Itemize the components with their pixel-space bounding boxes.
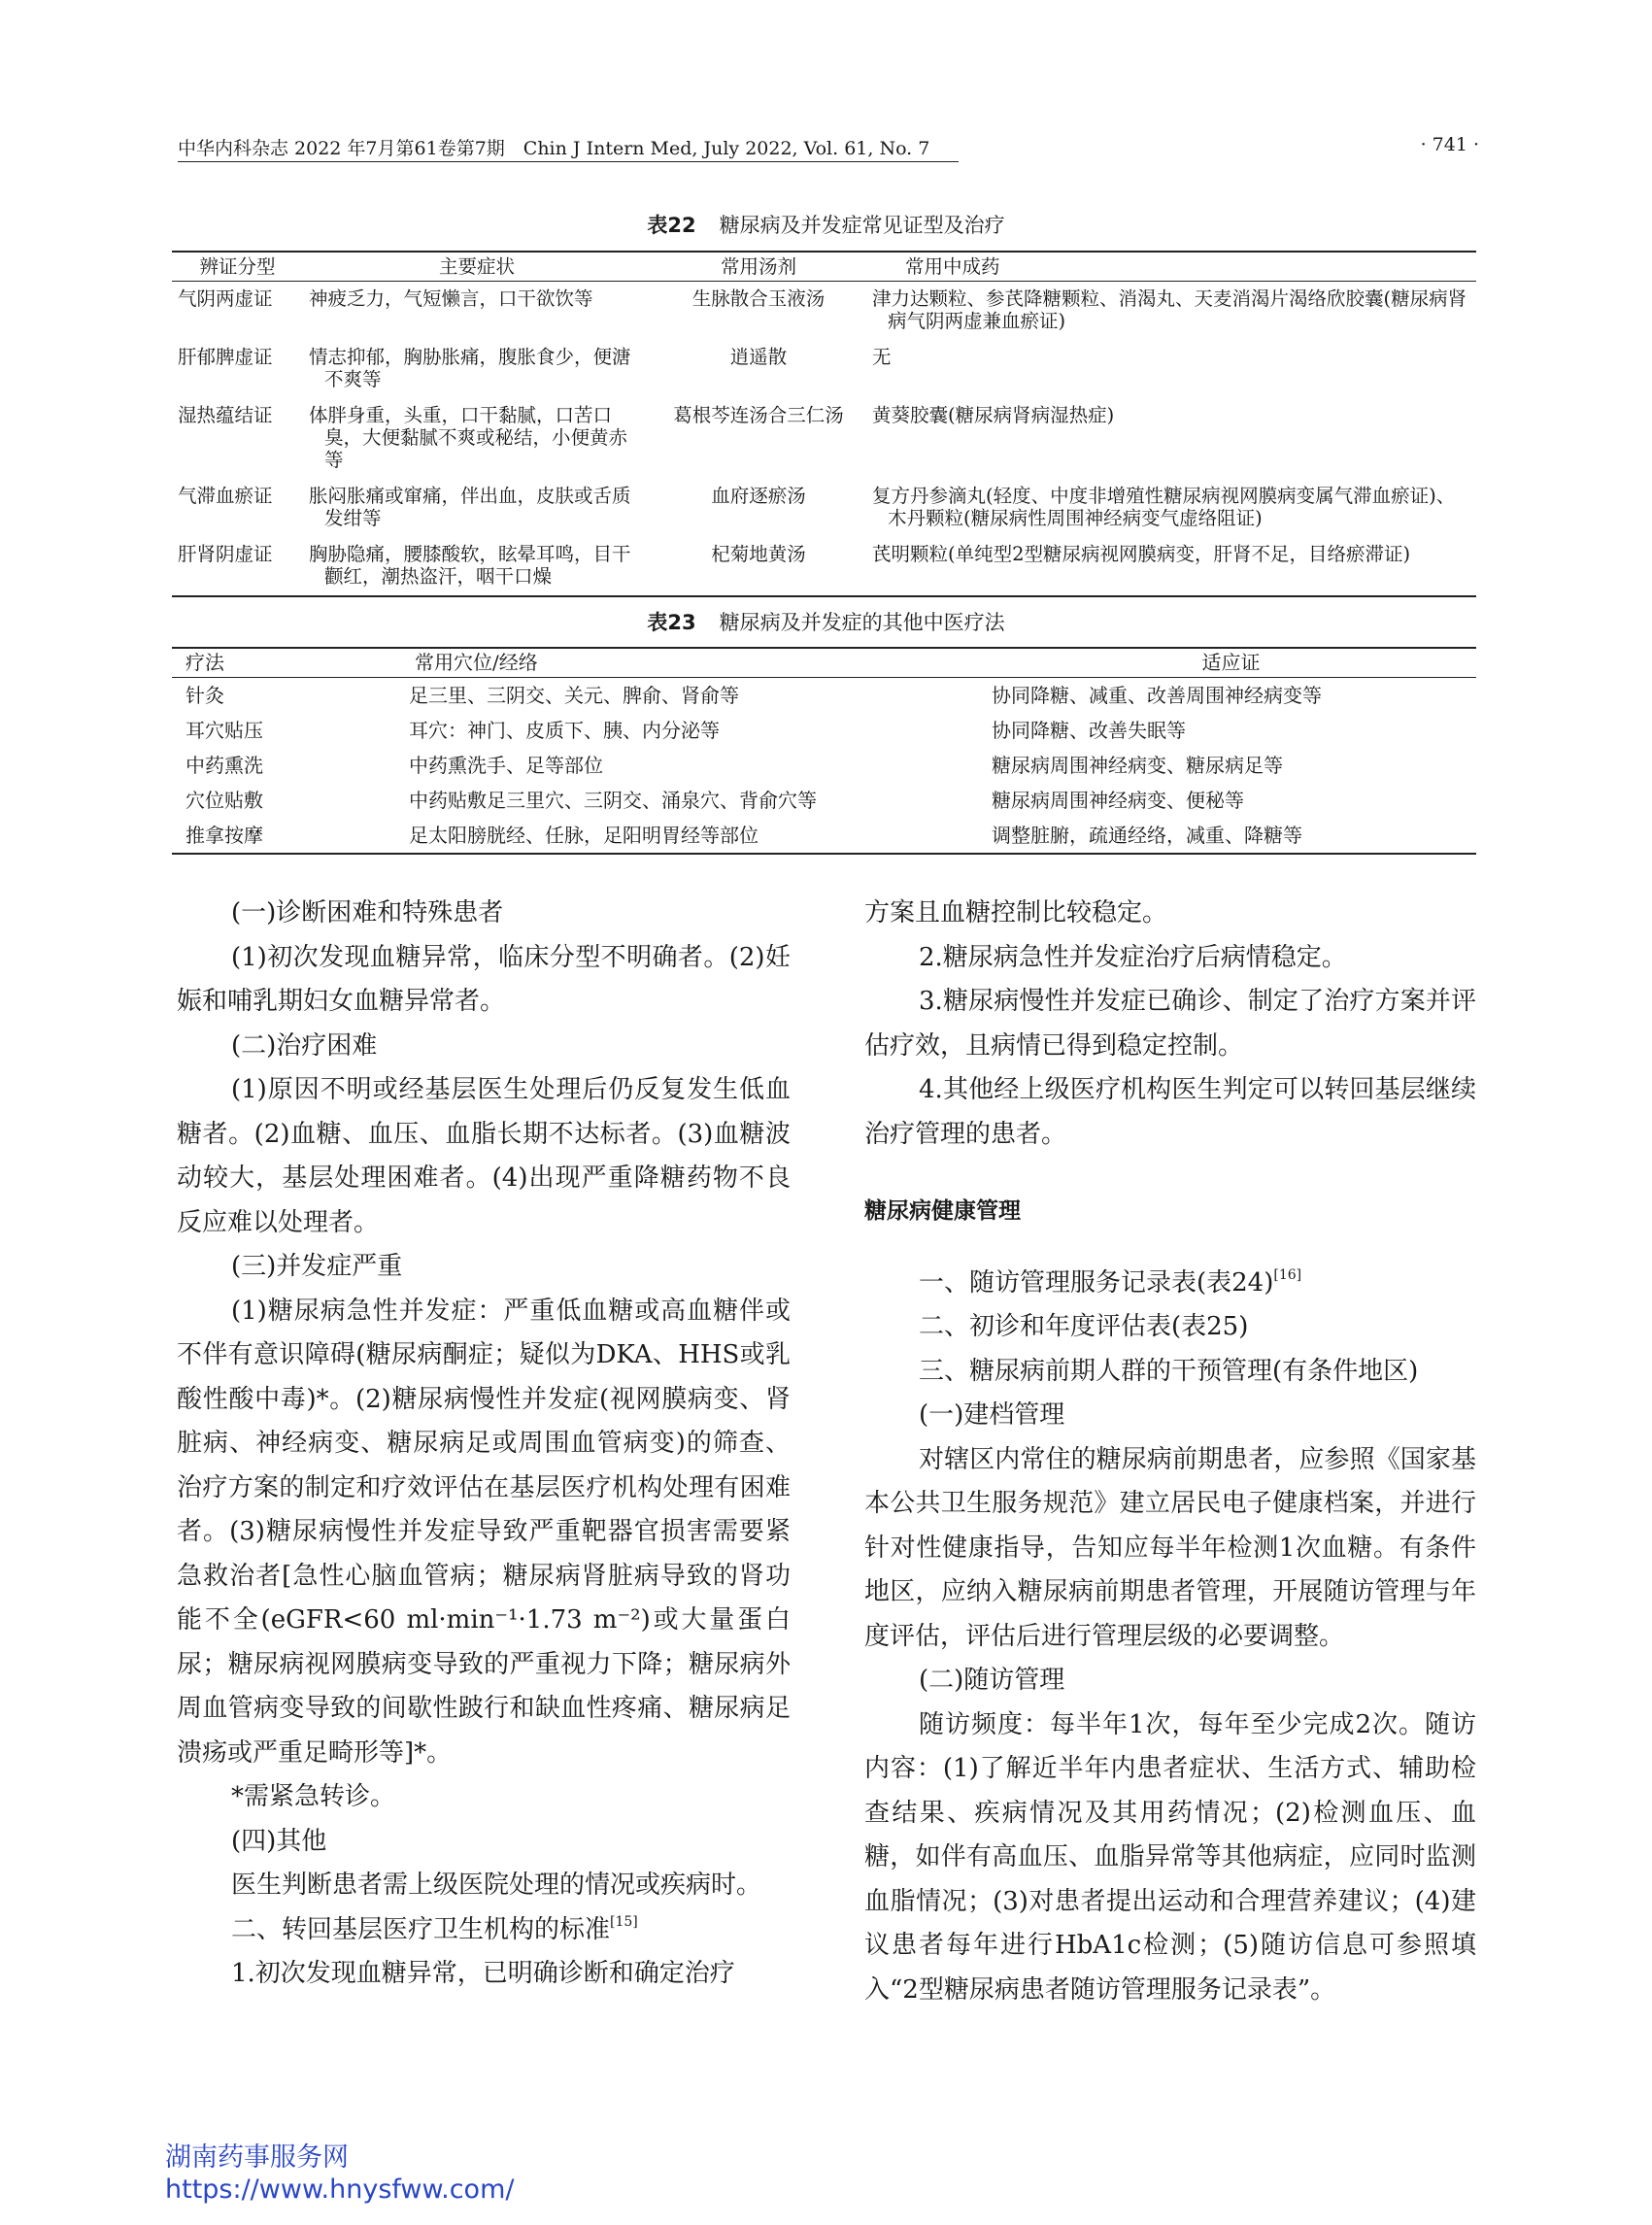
column-header: 主要症状 [303,252,651,282]
table-row [172,713,1476,748]
table-cell: 耳穴贴压 [185,719,263,742]
paragraph: (1)原因不明或经基层医生处理后仍反复发生低血糖者。(2)血糖、血压、血脂长期不达标者。(3)血糖波动较大，基层处理困难者。(4)出现严重降糖药物不良反应难以处理者。 [177,1075,791,1237]
subheading: (三)并发症严重 [231,1252,403,1281]
table-row [172,340,1476,398]
paragraph: 1.初次发现血糖异常，已明确诊断和确定治疗 [231,1959,735,1988]
table-header-row [172,648,1476,678]
page-number: · 741 · [1420,134,1479,155]
paragraph: (1)初次发现血糖异常，临床分型不明确者。(2)妊娠和哺乳期妇女血糖异常者。 [177,942,791,1016]
table-cell: 逍遥散 [729,346,788,368]
table-cell: 中药熏洗手、足等部位 [409,754,603,777]
column-header: 辨证分型 [172,252,303,282]
table-cell: 津力达颗粒、参芪降糖颗粒、消渴丸、天麦消渴片渴络欣胶囊(糖尿病肾病气阴两虚兼血瘀证) [872,287,1467,332]
table23 [172,647,1476,855]
table-cell: 推拿按摩 [172,818,395,854]
column-header: 常用穴位/经络 [395,648,978,678]
table-cell: 穴位贴敷 [185,789,263,812]
table22-caption [0,210,1652,239]
subheading [864,1262,1476,1306]
table-row [172,748,1476,783]
heading-text: 一、随访管理服务记录表(表24) [919,1267,1274,1298]
watermark-url[interactable]: https://www.hnysfww.com/ [165,2174,515,2205]
table23-caption [0,607,1652,636]
running-header [178,134,1479,165]
footnote: *需紧急转诊。 [231,1782,396,1811]
column-header: 常用汤剂 [651,252,866,282]
table-cell: 肝郁脾虚证 [178,346,273,368]
table-cell: 中药贴敷足三里穴、三阴交、涌泉穴、背俞穴等 [409,789,817,812]
table-cell: 气阴两虚证 [178,287,273,310]
table-cell: 黄葵胶囊(糖尿病肾病湿热症) [872,404,1115,426]
citation-ref: [16] [1273,1266,1302,1283]
table-row [172,479,1476,537]
table22-label: 表22 [647,214,696,237]
paragraph: (1)糖尿病急性并发症：严重低血糖或高血糖伴或不伴有意识障碍(糖尿病酮症；疑似为DKA、HHS或乳酸性酸中毒)*。(2)糖尿病慢性并发症(视网膜病变、肾脏病、神经病变、糖尿病足或周围血管病变)的筛查、治疗方案的制定和疗效评估在基层医疗机构处理有困难者。(3)糖尿病慢性并发症导致严重靶器官损害需要紧急救治者[急性心脑血管病；糖尿病肾脏病导致的肾功能不全(eGFR<60 ml·min⁻¹·1.73 m⁻²)或大量蛋白尿；糖尿病视网膜病变导致的严重视力下降；糖尿病外周血管病变导致的间歇性跛行和缺血性疼痛、糖尿病足溃疡或严重足畸形等]*。 [177,1296,791,1768]
paragraph: 方案且血糖控制比较稳定。 [864,898,1168,927]
heading-text: 二、转回基层医疗卫生机构的标准 [231,1914,611,1944]
table-cell: 无 [872,346,892,368]
subheading: 三、糖尿病前期人群的干预管理(有条件地区) [919,1356,1419,1386]
journal-citation: 中华内科杂志 2022 年7月第61卷第7期 Chin J Intern Med, July 2022, Vol. 61, No. 7 [178,138,930,159]
table-cell: 湿热蕴结证 [178,404,273,426]
table-cell: 肝肾阴虚证 [172,537,303,596]
paragraph: 3.糖尿病慢性并发症已确诊、制定了治疗方案并评估疗效，且病情已得到稳定控制。 [864,987,1476,1061]
table-cell: 协同降糖、减重、改善周围神经病变等 [992,684,1322,707]
table22 [172,251,1476,597]
watermark [165,2141,514,2206]
paragraph: 对辖区内常住的糖尿病前期患者，应参照《国家基本公共卫生服务规范》建立居民电子健康档案，并进行针对性健康指导，告知应每半年检测1次血糖。有条件地区，应纳入糖尿病前期患者管理，开展随访管理与年度评估，评估后进行管理层级的必要调整。 [864,1444,1476,1651]
column-header: 适应证 [978,648,1476,678]
column-header: 常用中成药 [866,252,1476,282]
table-row [172,282,1476,341]
table-cell: 针灸 [185,684,224,707]
table-cell: 芪明颗粒(单纯型2型糖尿病视网膜病变，肝肾不足，目络瘀滞证) [866,537,1476,596]
paragraph: 2.糖尿病急性并发症治疗后病情稳定。 [919,942,1347,972]
table-cell: 生脉散合玉液汤 [691,287,826,310]
table-cell: 血府逐瘀汤 [711,485,806,507]
table-cell: 足三里、三阴交、关元、脾俞、肾俞等 [409,684,739,707]
subheading: (一)建档管理 [919,1400,1065,1430]
watermark-site-name: 湖南药事服务网 [165,2142,349,2173]
paragraph: 医生判断患者需上级医院处理的情况或疾病时。 [231,1871,762,1900]
section-title: 糖尿病健康管理 [864,1198,1021,1224]
table-cell: 糖尿病周围神经病变、糖尿病足等 [992,754,1283,777]
paragraph: 随访频度：每半年1次，每年至少完成2次。随访内容：(1)了解近半年内患者症状、生活方式、辅助检查结果、疾病情况及其用药情况；(2)检测血压、血糖，如伴有高血压、血脂异常等其他病症，应同时监测血脂情况；(3)对患者提出运动和合理营养建议；(4)建议患者每年进行HbA1c检测；(5)随访信息可参照填入“2型糖尿病患者随访管理服务记录表”。 [864,1709,1476,2005]
subheading: (二)治疗困难 [231,1030,378,1061]
table-cell: 糖尿病周围神经病变、便秘等 [992,789,1244,812]
table22-title: 糖尿病及并发症常见证型及治疗 [719,214,1005,237]
table-cell: 耳穴：神门、皮质下、胰、内分泌等 [409,719,720,742]
table-row [172,537,1476,596]
table-cell: 足太阳膀胱经、任脉，足阳明胃经等部位 [395,818,978,854]
table23-label: 表23 [647,611,696,634]
citation-ref: [15] [610,1913,638,1930]
table-cell: 胸胁隐痛，腰膝酸软，眩晕耳鸣，目干颧红，潮热盗汗，咽干口燥 [303,537,651,596]
paragraph: 4.其他经上级医疗机构医生判定可以转回基层继续治疗管理的患者。 [864,1075,1476,1149]
table23-title: 糖尿病及并发症的其他中医疗法 [719,611,1005,634]
table-cell: 复方丹参滴丸(轻度、中度非增殖性糖尿病视网膜病变属气滞血瘀证)、木丹颗粒(糖尿病性周围神经病变气虚络阻证) [872,485,1456,529]
table-cell: 胀闷胀痛或窜痛，伴出血，皮肤或舌质发绀等 [309,485,631,529]
subheading: (四)其他 [231,1826,327,1856]
table-cell: 葛根芩连汤合三仁汤 [673,404,844,426]
table-cell: 协同降糖、改善失眠等 [992,719,1186,742]
left-column [177,892,791,1997]
table-row [172,678,1476,714]
column-header: 疗法 [172,648,395,678]
table-header-row [172,252,1476,282]
subheading: 二、初诊和年度评估表(表25) [919,1312,1249,1341]
table-row [172,783,1476,818]
table-row [172,818,1476,854]
subheading: (二)随访管理 [919,1666,1065,1695]
table-cell: 调整脏腑，疏通经络，减重、降糖等 [978,818,1476,854]
table-cell: 神疲乏力，气短懒言，口干欲饮等 [309,287,593,310]
table-cell: 中药熏洗 [185,754,263,777]
subheading: (一)诊断困难和特殊患者 [231,898,504,927]
subheading [177,1908,791,1953]
table-cell: 情志抑郁，胸胁胀痛，腹胀食少，便溏不爽等 [309,346,631,390]
table-cell: 体胖身重，头重，口干黏腻，口苦口臭，大便黏腻不爽或秘结，小便黄赤等 [309,404,628,471]
table-cell: 气滞血瘀证 [178,485,273,507]
table-cell: 杞菊地黄汤 [651,537,866,596]
right-column [864,892,1476,2012]
header-underline [178,161,959,162]
table-row [172,398,1476,479]
